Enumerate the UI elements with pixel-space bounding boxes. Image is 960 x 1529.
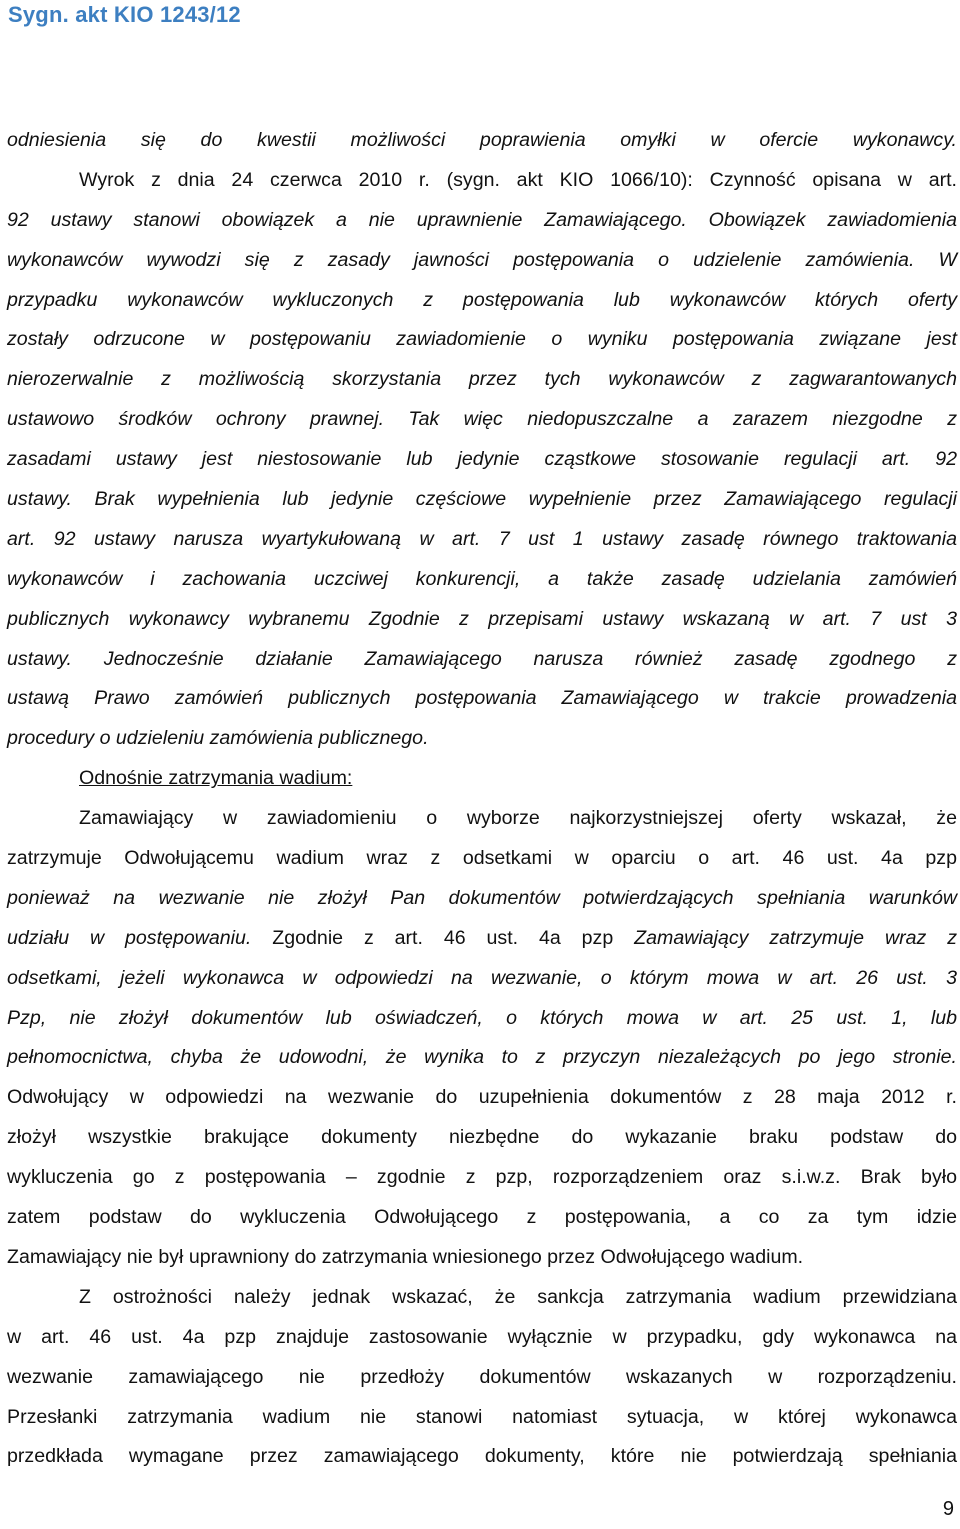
text-run: art. 92 ustawy narusza wyartykułowaną w art. 7 ust 1 ustawy zasadę równego traktowania bbox=[7, 527, 957, 550]
text-run: Zgodnie z art. 46 ust. 4a pzp bbox=[251, 926, 635, 949]
text-run: złożył wszystkie brakujące dokumenty niezbędne do wykazanie braku podstaw do bbox=[7, 1126, 957, 1149]
page-body bbox=[7, 120, 957, 1476]
document-header: Sygn. akt KIO 1243/12 bbox=[8, 2, 241, 27]
text-run: przedkłada wymagane przez zamawiającego dokumenty, które nie potwierdzają spełniania bbox=[7, 1445, 957, 1468]
text-run: Odnośnie zatrzymania wadium: bbox=[79, 767, 353, 790]
text-line bbox=[7, 1117, 957, 1157]
text-run: ustawowo środków ochrony prawnej. Tak więc niedopuszczalne a zarazem niezgodne z bbox=[7, 408, 957, 431]
text-run: ustawy. Jednocześnie działanie Zamawiającego narusza również zasadę zgodnego z bbox=[7, 647, 957, 670]
text-run: wykonawców i zachowania uczciwej konkurencji, a także zasadę udzielania zamówień bbox=[7, 567, 957, 590]
text-run: Pzp, nie złożył dokumentów lub oświadczeń, o których mowa w art. 25 ust. 1, lub bbox=[7, 1006, 957, 1029]
text-line bbox=[7, 1037, 957, 1077]
text-run: zostały odrzucone w postępowaniu zawiadomienie o wyniku postępowania związane jest bbox=[7, 328, 957, 351]
text-run: nierozerwalnie z możliwością skorzystania przez tych wykonawców z zagwarantowanych bbox=[7, 368, 957, 391]
text-run: Z ostrożności należy jednak wskazać, że sankcja zatrzymania wadium przewidziana bbox=[79, 1285, 957, 1308]
text-line bbox=[7, 798, 957, 838]
text-line bbox=[7, 519, 957, 559]
text-run: zatem podstaw do wykluczenia Odwołującego z postępowania, a co za tym idzie bbox=[7, 1206, 957, 1229]
text-line bbox=[7, 120, 957, 160]
text-run: Wyrok z dnia 24 czerwca 2010 r. (sygn. akt KIO 1066/10): Czynność opisana w art. bbox=[79, 168, 957, 191]
text-run: w art. 46 ust. 4a pzp znajduje zastosowanie wyłącznie w przypadku, gdy wykonawca na bbox=[7, 1325, 957, 1348]
text-line bbox=[7, 1357, 957, 1397]
text-line bbox=[7, 200, 957, 240]
page-number: 9 bbox=[942, 1498, 954, 1520]
text-run: ponieważ na wezwanie nie złożył Pan dokumentów potwierdzających spełniania warunków bbox=[7, 886, 957, 909]
text-line bbox=[7, 439, 957, 479]
text-line bbox=[7, 399, 957, 439]
text-line bbox=[7, 1237, 957, 1277]
text-line bbox=[7, 280, 957, 320]
text-line bbox=[7, 1157, 957, 1197]
text-line bbox=[7, 479, 957, 519]
text-run: pełnomocnictwa, chyba że udowodni, że wynika to z przyczyn niezależących po jego stronie. bbox=[7, 1046, 957, 1069]
text-run: publicznych wykonawcy wybranemu Zgodnie z przepisami ustawy wskazaną w art. 7 ust 3 bbox=[7, 607, 957, 630]
text-run: Przesłanki zatrzymania wadium nie stanowi natomiast sytuacja, w której wykonawca bbox=[7, 1405, 957, 1428]
text-line bbox=[7, 359, 957, 399]
text-line bbox=[7, 160, 957, 200]
text-line bbox=[7, 1397, 957, 1437]
text-run: Zamawiający nie był uprawniony do zatrzymania wniesionego przez Odwołującego wadium. bbox=[7, 1245, 804, 1268]
text-run: ustawą Prawo zamówień publicznych postępowania Zamawiającego w trakcie prowadzenia bbox=[7, 687, 957, 710]
text-line bbox=[7, 1277, 957, 1317]
text-run: ustawy. Brak wypełnienia lub jedynie częściowe wypełnienie przez Zamawiającego regulacji bbox=[7, 488, 957, 511]
text-line bbox=[7, 1077, 957, 1117]
text-line bbox=[7, 838, 957, 878]
text-run: wykonawców wywodzi się z zasady jawności postępowania o udzielenie zamówienia. W bbox=[7, 248, 957, 271]
text-line bbox=[7, 1197, 957, 1237]
text-line bbox=[7, 319, 957, 359]
text-line bbox=[7, 559, 957, 599]
text-run: 92 ustawy stanowi obowiązek a nie uprawnienie Zamawiającego. Obowiązek zawiadomienia bbox=[7, 208, 957, 231]
text-line bbox=[7, 599, 957, 639]
text-run: procedury o udzieleniu zamówienia publicznego. bbox=[7, 727, 429, 750]
text-run: wykluczenia go z postępowania – zgodnie z pzp, rozporządzeniem oraz s.i.w.z. Brak było bbox=[7, 1166, 957, 1189]
text-line bbox=[7, 1436, 957, 1476]
text-line bbox=[7, 639, 957, 679]
text-line bbox=[7, 240, 957, 280]
text-run: zasadami ustawy jest niestosowanie lub jedynie cząstkowe stosowanie regulacji art. 92 bbox=[7, 448, 957, 471]
text-line bbox=[7, 998, 957, 1038]
text-line bbox=[7, 718, 957, 758]
text-run: udziału w postępowaniu. bbox=[7, 926, 252, 949]
text-line bbox=[7, 878, 957, 918]
text-run: wezwanie zamawiającego nie przedłoży dokumentów wskazanych w rozporządzeniu. bbox=[7, 1365, 957, 1388]
text-line bbox=[7, 678, 957, 718]
text-line bbox=[7, 918, 957, 958]
text-run: Odwołujący w odpowiedzi na wezwanie do uzupełnienia dokumentów z 28 maja 2012 r. bbox=[7, 1086, 957, 1109]
text-line bbox=[7, 1317, 957, 1357]
text-run: Zamawiający zatrzymuje wraz z bbox=[634, 926, 957, 949]
text-run: Zamawiający w zawiadomieniu o wyborze najkorzystniejszej oferty wskazał, że bbox=[79, 807, 957, 830]
text-run: odsetkami, jeżeli wykonawca w odpowiedzi na wezwanie, o którym mowa w art. 26 ust. 3 bbox=[7, 966, 957, 989]
text-run: odniesienia się do kwestii możliwości poprawienia omyłki w ofercie wykonawcy. bbox=[7, 129, 957, 151]
text-line bbox=[7, 958, 957, 998]
text-run: przypadku wykonawców wykluczonych z postępowania lub wykonawców których oferty bbox=[7, 288, 957, 311]
section-heading bbox=[7, 758, 957, 798]
text-run: zatrzymuje Odwołującemu wadium wraz z odsetkami w oparciu o art. 46 ust. 4a pzp bbox=[7, 847, 957, 870]
